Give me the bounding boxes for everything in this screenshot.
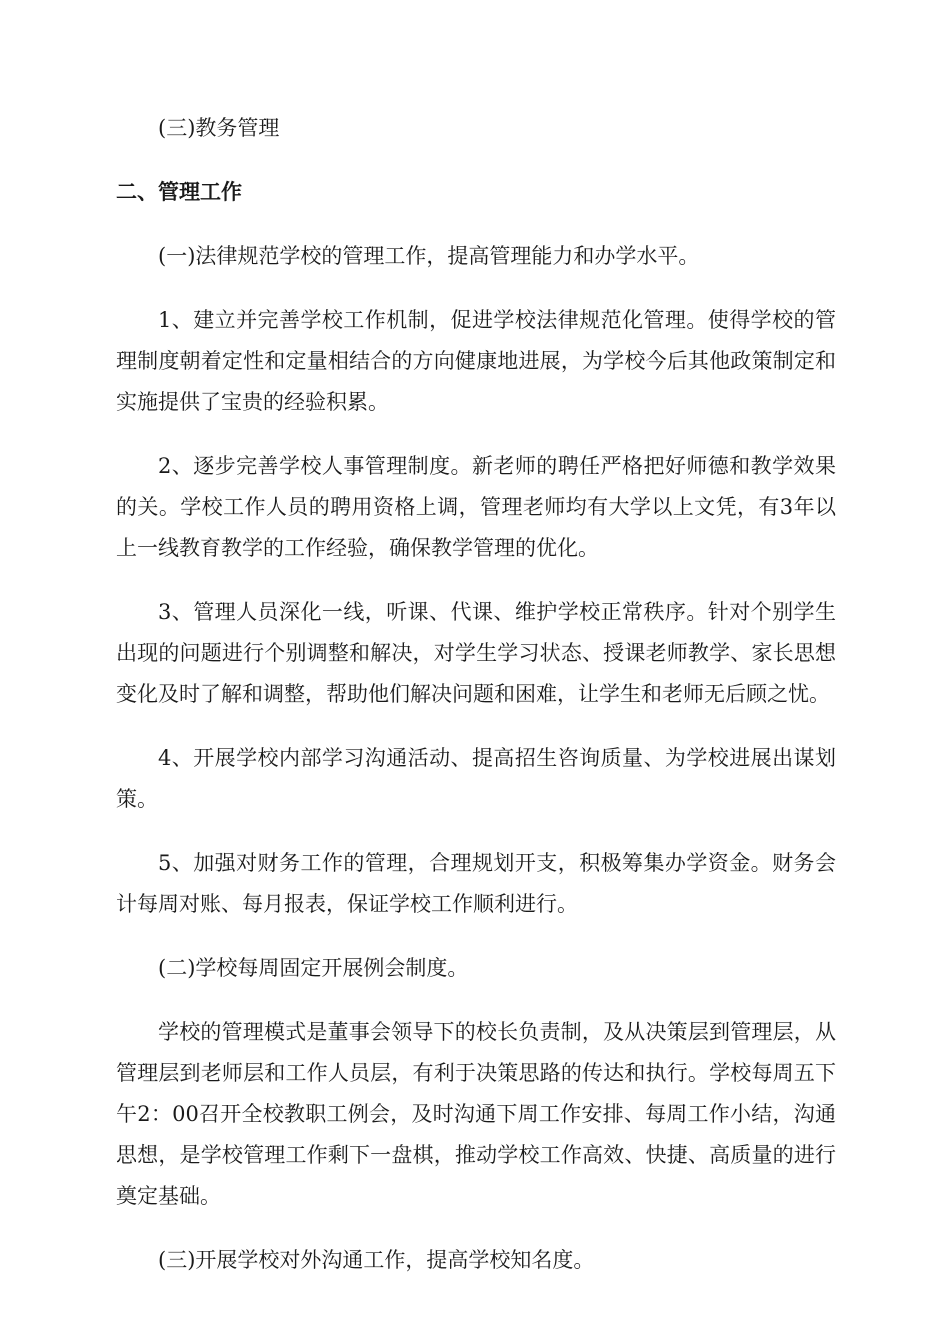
sub-heading-external-communication: (三)开展学校对外沟通工作，提高学校知名度。 <box>158 1248 595 1272</box>
document-body <box>116 108 836 1304</box>
paragraph-item-4: 4、开展学校内部学习沟通活动、提高招生咨询质量、为学校进展出谋划策。 <box>116 746 836 811</box>
sub-heading-legal-management: (一)法律规范学校的管理工作，提高管理能力和办学水平。 <box>158 244 700 268</box>
paragraph-item-1: 1、建立并完善学校工作机制，促进学校法律规范化管理。使得学校的管理制度朝着定性和定量相结合的方向健康地进展，为学校今后其他政策制定和实施提供了宝贵的经验积累。 <box>116 308 836 414</box>
paragraph-item-3: 3、管理人员深化一线，听课、代课、维护学校正常秩序。针对个别学生出现的问题进行个别调整和解决，对学生学习状态、授课老师教学、家长思想变化及时了解和调整，帮助他们解决问题和困难，让学生和老师无后顾之忧。 <box>116 600 836 706</box>
sub-heading-weekly-meeting: (二)学校每周固定开展例会制度。 <box>158 956 469 980</box>
section-title: 二、管理工作 <box>116 180 242 204</box>
paragraph-item-2: 2、逐步完善学校人事管理制度。新老师的聘任严格把好师德和教学效果的关。学校工作人员的聘用资格上调，管理老师均有大学以上文凭，有3年以上一线教育教学的工作经验，确保教学管理的优化。 <box>116 454 836 560</box>
paragraph-item-5: 5、加强对财务工作的管理，合理规划开支，积极筹集办学资金。财务会计每周对账、每月报表，保证学校工作顺利进行。 <box>116 851 836 916</box>
sub-heading-teaching-management: (三)教务管理 <box>158 116 280 140</box>
paragraph-meeting: 学校的管理模式是董事会领导下的校长负责制，及从决策层到管理层，从管理层到老师层和工作人员层，有利于决策思路的传达和执行。学校每周五下午2：00召开全校教职工例会，及时沟通下周工作安排、每周工作小结，沟通思想，是学校管理工作剩下一盘棋，推动学校工作高效、快捷、高质量的进行奠定基础。 <box>116 1020 836 1208</box>
